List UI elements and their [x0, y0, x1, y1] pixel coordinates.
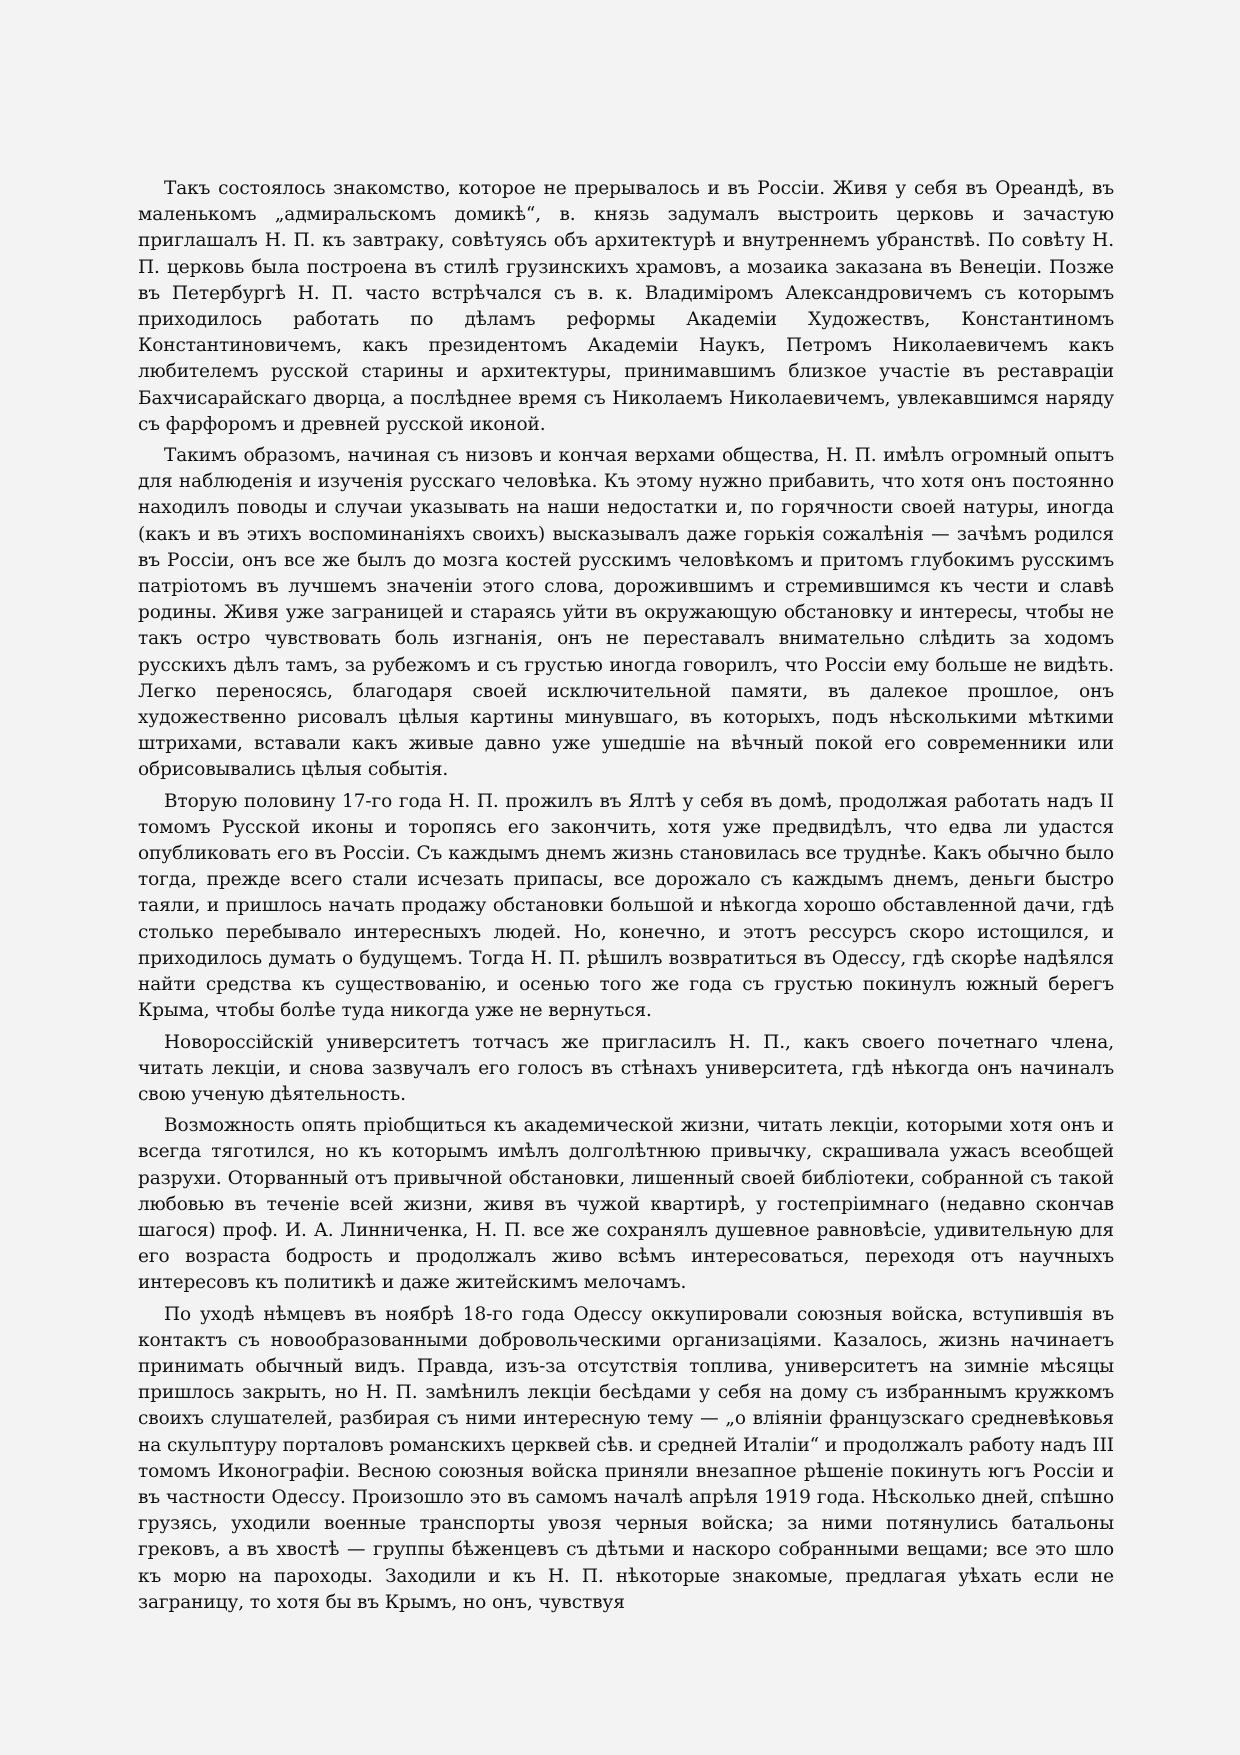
body-text	[138, 176, 1114, 1621]
paragraph-4: Новороссійскій университетъ тотчасъ же пригласилъ Н. П., какъ своего почетнаго члена, читать лекціи, и снова зазвучалъ его голосъ въ стѣнахъ университета, гдѣ нѣкогда онъ начиналъ свою ученую дѣятельность.	[138, 1031, 1114, 1105]
paragraph-5: Возможность опять пріобщиться къ академической жизни, читать лекціи, которыми хотя онъ и всегда тяготился, но къ которымъ имѣлъ долголѣтнюю привычку, скрашивала ужасъ всеобщей разрухи. Оторванный отъ привычной обстановки, лишенный своей библіотеки, собранной съ такой любовью въ теченіе всей жизни, живя въ чужой квартирѣ, у гостепріимнаго (недавно скончав шагося) проф. И. А. Линниченка, Н. П. все же сохранялъ душевное равновѣсіе, удивительную для его возраста бодрость и продолжалъ живо всѣмъ интересоваться, переходя отъ научныхъ интересовъ къ политикѣ и даже житейскимъ мелочамъ.	[138, 1115, 1114, 1294]
paragraph-3: Вторую половину 17-го года Н. П. прожилъ въ Ялтѣ у себя въ домѣ, продолжая работать надъ II томомъ Русской иконы и торопясь его закончить, хотя уже предвидѣлъ, что едва ли удастся опубликовать его въ Россіи. Съ каждымъ днемъ жизнь становилась все труднѣе. Какъ обычно было тогда, прежде всего стали исчезать припасы, все дорожало съ каждымъ днемъ, деньги быстро таяли, и пришлось начать продажу обстановки большой и нѣкогда хорошо обставленной дачи, гдѣ столько перебывало интересныхъ людей. Но, конечно, и этотъ рессурсъ скоро истощился, и приходилось думать о будущемъ. Тогда Н. П. рѣшилъ возвратиться въ Одессу, гдѣ скорѣе надѣялся найти средства къ существованію, и осенью того же года съ грустью покинулъ южный берегъ Крыма, чтобы болѣе туда никогда уже не вернуться.	[138, 790, 1114, 1022]
paragraph-1: Такъ состоялось знакомство, которое не прерывалось и въ Россіи. Живя у себя въ Ореандѣ, въ маленькомъ „адмиральскомъ домикѣ“, в. князь задумалъ выстроить церковь и зачастую приглашалъ Н. П. къ завтраку, совѣтуясь объ архитектурѣ и внутреннемъ убранствѣ. По совѣту Н. П. церковь была построена въ стилѣ грузинскихъ храмовъ, а мозаика заказана въ Венеціи. Позже въ Петербургѣ Н. П. часто встрѣчался съ в. к. Владиміромъ Александровичемъ съ которымъ приходилось работать по дѣламъ реформы Академіи Художествъ, Константиномъ Константиновичемъ, какъ президентомъ Академіи Наукъ, Петромъ Николаевичемъ какъ любителемъ русской старины и архитектуры, принимавшимъ близкое участіе въ реставраціи Бахчисарайскаго дворца, а послѣднее время съ Николаемъ Николаевичемъ, увлекавшимся наряду съ фарфоромъ и древней русской иконой.	[138, 178, 1114, 435]
paragraph-2: Такимъ образомъ, начиная съ низовъ и кончая верхами общества, Н. П. имѣлъ огромный опытъ для наблюденія и изученія русскаго человѣка. Къ этому нужно прибавить, что хотя онъ постоянно находилъ поводы и случаи указывать на наши недостатки и, по горячности своей натуры, иногда (какъ и въ этихъ воспоминаніяхъ своихъ) высказывалъ даже горькія сожалѣнія — зачѣмъ родился въ Россіи, онъ все же былъ до мозга костей русскимъ человѣкомъ и притомъ глубокимъ русскимъ патріотомъ въ лучшемъ значеніи этого слова, дорожившимъ и стремившимся къ чести и славѣ родины. Живя уже заграницей и стараясь уйти въ окружающую обстановку и интересы, чтобы не такъ остро чувствовать боль изгнанія, онъ не переставалъ внимательно слѣдить за ходомъ русскихъ дѣлъ тамъ, за рубежомъ и съ грустью иногда говорилъ, что Россіи ему больше не видѣть. Легко переносясь, благодаря своей исключительной памяти, въ далекое прошлое, онъ художественно рисовалъ цѣлыя картины минувшаго, въ которыхъ, подъ нѣсколькими мѣткими штрихами, вставали какъ живые давно уже ушедшіе на вѣчный покой его современники или обрисовывались цѣлыя событія.	[138, 445, 1114, 781]
paragraph-6: По уходѣ нѣмцевъ въ ноябрѣ 18-го года Одессу оккупировали союзныя войска, вступившія въ контактъ съ новообразованными добровольческими организаціями. Казалось, жизнь начинаетъ принимать обычный видъ. Правда, изъ-за отсутствія топлива, университетъ на зимніе мѣсяцы пришлось закрыть, но Н. П. замѣнилъ лекціи бесѣдами у себя на дому съ избраннымъ кружкомъ своихъ слушателей, разбирая съ ними интересную тему — „о вліяніи французскаго средневѣковья на скульптуру порталовъ романскихъ церквей сѣв. и средней Италіи“ и продолжалъ работу надъ III томомъ Иконографіи. Весною союзныя войска приняли внезапное рѣшеніе покинуть югъ Россіи и въ частности Одессу. Произошло это въ самомъ началѣ апрѣля 1919 года. Нѣсколько дней, спѣшно грузясь, уходили военные транспорты увозя черныя войска; за ними потянулись батальоны грековъ, а въ хвостѣ — группы бѣженцевъ съ дѣтьми и наскоро собранными вещами; все это шло къ морю на пароходы. Заходили и къ Н. П. нѣкоторые знакомые, предлагая уѣхать если не заграницу, то хотя бы въ Крымъ, но онъ, чувствуя	[138, 1303, 1114, 1613]
